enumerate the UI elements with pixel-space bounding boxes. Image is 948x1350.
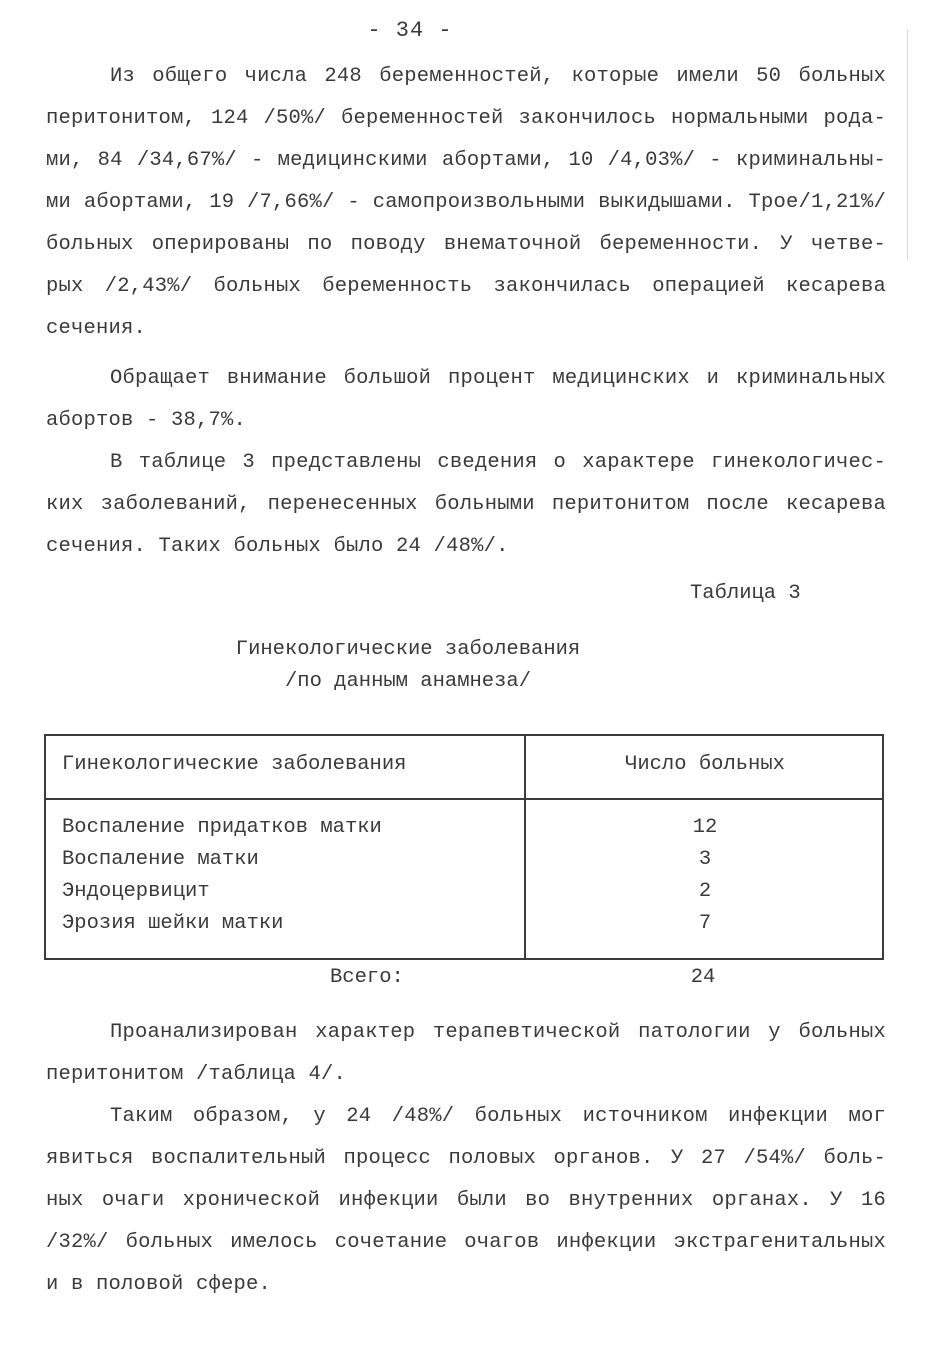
table-body xyxy=(46,816,882,944)
paragraph-therapeutic-pathology xyxy=(46,1012,886,1096)
table-row xyxy=(46,880,882,912)
text-line: Из общего числа 248 беременностей, которые имели 50 больных xyxy=(110,65,886,88)
patient-count: 7 xyxy=(698,912,712,935)
disease-name: Воспаление придатков матки xyxy=(62,816,382,839)
table-total-value: 24 xyxy=(690,966,716,989)
disease-name: Эндоцервицит xyxy=(62,880,210,903)
text-line: перитонитом, 124 /50%/ беременностей закончилось нормальными рода- xyxy=(46,107,886,130)
table-label: Таблица 3 xyxy=(690,582,801,605)
patient-count: 12 xyxy=(692,816,718,839)
page-edge-line xyxy=(907,30,908,260)
column-header-disease: Гинекологические заболевания xyxy=(62,753,407,776)
paragraph-table-intro xyxy=(46,442,886,568)
patient-count: 2 xyxy=(698,880,712,903)
text-line: явиться воспалительный процесс половых органов. У 27 /54%/ боль- xyxy=(46,1147,886,1170)
table-title xyxy=(0,634,816,698)
table-header-row xyxy=(46,736,882,800)
text-line: В таблице 3 представлены сведения о характере гинекологичес- xyxy=(110,451,886,474)
text-line: сечения. xyxy=(46,317,147,340)
text-line: больных оперированы по поводу внематочной беременности. У четве- xyxy=(46,233,886,256)
gynecological-diseases-table xyxy=(44,734,884,960)
disease-name: Воспаление матки xyxy=(62,848,259,871)
text-line: Проанализирован характер терапевтической патологии у больных xyxy=(110,1021,886,1044)
table-row xyxy=(46,848,882,880)
table-row xyxy=(46,912,882,944)
paragraph-pregnancy-outcomes xyxy=(46,56,886,350)
paragraph-abortion-percent xyxy=(46,358,886,442)
text-line: и в половой сфере. xyxy=(46,1273,272,1296)
text-line: перитонитом /таблица 4/. xyxy=(46,1063,347,1086)
text-line: рых /2,43%/ больных беременность закончилась операцией кесарева xyxy=(46,275,886,298)
column-header-count: Число больных xyxy=(625,753,785,776)
text-line: Обращает внимание большой процент медицинских и криминальных xyxy=(110,367,886,390)
text-line: ми абортами, 19 /7,66%/ - самопроизвольными выкидышами. Трое/1,21%/ xyxy=(46,191,886,214)
text-line: сечения. Таких больных было 24 /48%/. xyxy=(46,535,509,558)
text-line: /32%/ больных имелось сочетание очагов инфекции экстрагенитальных xyxy=(46,1231,886,1254)
text-line: ных очаги хронической инфекции были во внутренних органах. У 16 xyxy=(46,1189,886,1212)
text-line: абортов - 38,7%. xyxy=(46,409,247,432)
paragraph-conclusion xyxy=(46,1096,886,1306)
table-subtitle-line: /по данным анамнеза/ xyxy=(284,670,532,693)
patient-count: 3 xyxy=(698,848,712,871)
text-line: ми, 84 /34,67%/ - медицинскими абортами, 10 /4,03%/ - криминальны- xyxy=(46,149,886,172)
table-title-line: Гинекологические заболевания xyxy=(235,638,581,661)
table-total-label: Всего: xyxy=(330,966,404,989)
table-row xyxy=(46,816,882,848)
text-line: Таким образом, у 24 /48%/ больных источником инфекции мог xyxy=(110,1105,886,1128)
page-number: - 34 - xyxy=(367,18,453,43)
text-line: ких заболеваний, перенесенных больными перитонитом после кесарева xyxy=(46,493,886,516)
disease-name: Эрозия шейки матки xyxy=(62,912,284,935)
